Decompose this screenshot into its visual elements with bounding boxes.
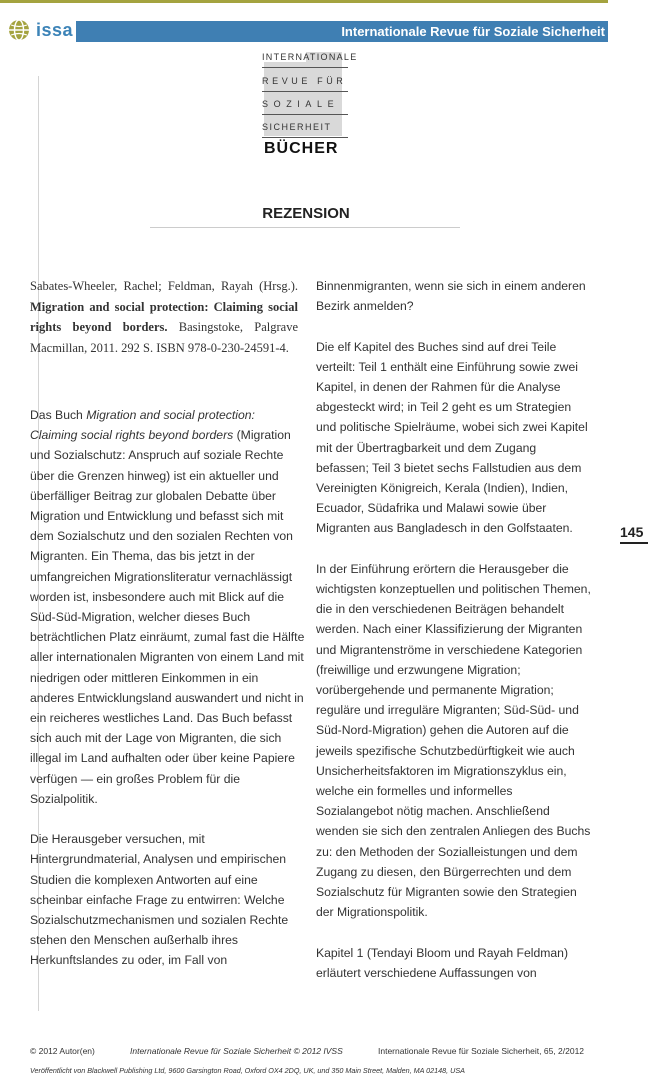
right-column (316, 276, 591, 1003)
paragraph: In der Einführung erörtern die Herausgeber die wichtigsten konzeptuellen und politischen Themen, die in den verschiedenen Beiträgen behandelt werden. Nach einer Klassifizierung der Migranten und Migrantenströme in verschiedene Kategorien (freiwillige und erzwungene Migration; vorübergehende und permanente Migration; reguläre und irreguläre Migranten; Süd-Süd- und Süd-Nord-Migration) gehen die Autoren auf die jeweils spezifische Schutzbedürftigkeit wie auch Unsicherheitsfaktoren im Migrationszyklus ein, welche ein formelles und informelles Sozialangebot nötig machen. Anschließend wenden sie sich den zentralen Anliegen des Buchs zu: den Methoden der Sozialleistungen und dem Zugang zu diesen, den Bürgerrechten und dem Sozialschutz für Migranten sowie den Strategien der Migrationspolitik. (316, 561, 591, 920)
footer-publisher: Veröffentlicht von Blackwell Publishing Ltd, 9600 Garsington Road, Oxford OX4 2DQ, UK, und 350 Main Street, Malden, MA 02148, USA (30, 1066, 465, 1075)
paragraph: Die Herausgeber versuchen, mit Hintergrundmaterial, Analysen und empirischen Studien die komplexen Antworten auf eine scheinbar einfache Frage zu entwirren: Welche Sozialschutzmechanismen und sozialen Rechte stehen den Menschen außerhalb ihres Herkunftslandes zu oder, im Fall von (30, 832, 289, 968)
logo-line-4: SICHERHEIT (262, 122, 332, 132)
paragraph: Binnenmigranten, wenn sie sich in einem anderen Bezirk anmelden? (316, 279, 586, 314)
paragraph-text: (Migration und Sozialschutz: Anspruch auf soziale Rechte über die Grenzen hinweg) ist ein aktueller und überfälliger Beitrag zur globalen Debatte über Migration und Entwicklung und befasst sich mit dem Sozialschutz und den sozialen Rechten von Migranten. Ein Thema, das bis jetzt in der umfangreichen Migrationsliteratur vernachlässigt worden ist, insbesondere auch mit Blick auf die Süd-Süd-Migration, welcher dieses Buch beträchtlichen Platz einräumt, zumal fast die Hälfte aller internationalen Migranten von einem Land mit niedrigen oder mittleren Einkommen in ein anderes Entwicklungsland auswandert und nicht in ein reicheres westliches Land. Das Buch befasst sich auch mit der Lage von Migranten, die sich illegal im Land aufhalten oder über keine Papiere verfügen — ein großes Problem für die Sozialpolitik. (30, 428, 305, 806)
issa-logo (0, 10, 76, 44)
footer-copyright-journal: Internationale Revue für Soziale Sicherheit © 2012 IVSS (130, 1046, 343, 1056)
journal-title: Internationale Revue für Soziale Sicherheit (341, 24, 605, 39)
logo-rule (262, 67, 348, 68)
paragraph: Die elf Kapitel des Buches sind auf drei Teile verteilt: Teil 1 enthält eine Einführung sowie zwei Kapitel, in denen der Rahmen für die Analyse abgesteckt wird; in Teil 2 geht es um Strategien und politische Spielräume, wobei sich zwei Kapitel mit der Übertragbarkeit und dem Zugang befassen; Teil 3 bietet sechs Fallstudien aus dem Vereinigten Königreich, Kerala (Indien), Indien, Ecuador, Südafrika und Malawi sowie über Migranten aus Bangladesch in den Golfstaaten. (316, 339, 588, 536)
footer-copyright-author: © 2012 Autor(en) (30, 1046, 95, 1056)
page-number: 145 (620, 524, 644, 540)
logo-books-label: BÜCHER (264, 140, 339, 157)
citation-details: Basingstoke, Palgrave Macmillan, 2011. 292 S. ISBN 978-0-230-24591-4. (30, 320, 299, 355)
citation-authors: Sabates-Wheeler, Rachel; Feldman, Rayah (Hrsg.). (30, 279, 298, 293)
logo-text: issa (36, 20, 74, 40)
books-section-logo (260, 52, 358, 162)
paragraph: Kapitel 1 (Tendayi Bloom und Rayah Feldman) erläutert verschiedene Auffassungen von (316, 945, 569, 980)
logo-rule (262, 137, 348, 138)
heading-rule (150, 227, 460, 228)
journal-header-bar (0, 0, 650, 44)
page-number-rule (620, 542, 648, 544)
globe-icon (8, 19, 30, 41)
citation-title: Migration and social protection: Claiming social rights beyond borders. (30, 299, 298, 334)
logo-line-2: REVUE FÜR (262, 76, 347, 86)
paragraph-text: Das Buch (30, 408, 87, 422)
paragraph (30, 405, 305, 809)
logo-line-3: SOZIALE (262, 99, 340, 109)
logo-rule (262, 91, 348, 92)
logo-rule (262, 114, 348, 115)
footer-citation-ref: Internationale Revue für Soziale Sicherheit, 65, 2/2012 (378, 1046, 585, 1056)
logo-line-1: INTERNATIONALE (262, 52, 358, 62)
section-heading: REZENSION (262, 205, 350, 222)
book-title-italic: Migration and social protection: Claiming social rights beyond borders (30, 408, 255, 443)
left-column (30, 405, 305, 991)
header-accent-line (0, 0, 608, 3)
book-citation (30, 276, 298, 358)
